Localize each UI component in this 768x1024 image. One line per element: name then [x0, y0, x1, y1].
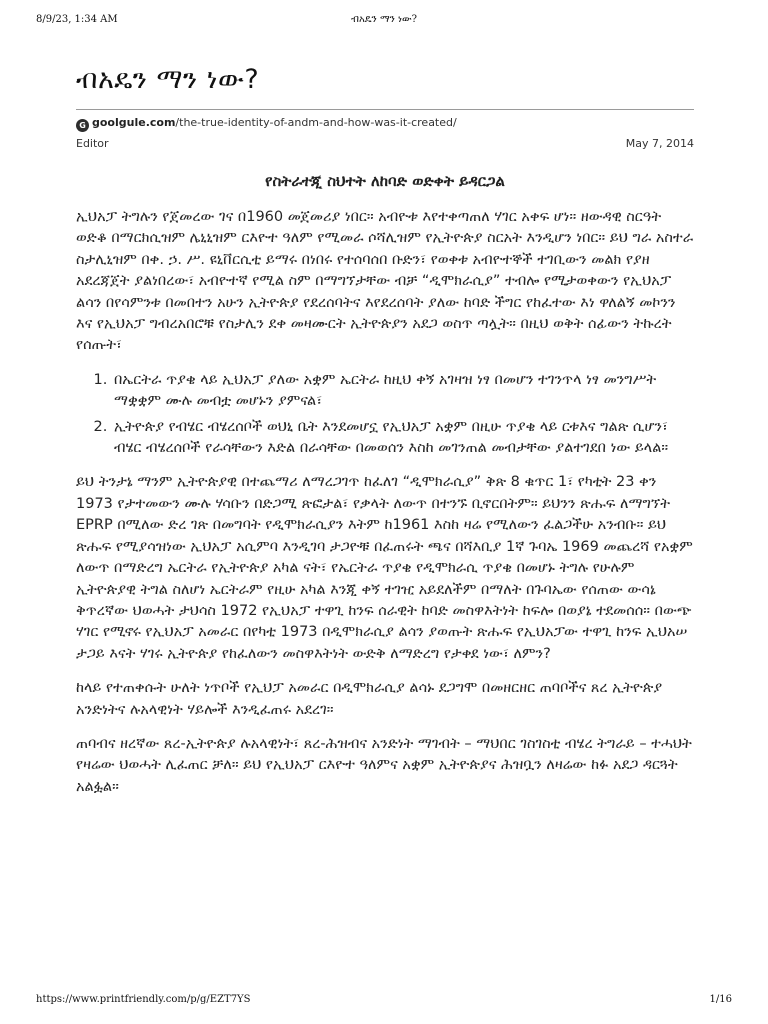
body-paragraph: ኢህአፓ ትግሉን የጀመረው ገና በ1960 መጀመሪያ ነበር። አብዮቱ እየተቀጣጠለ ሃገር አቀፍ ሆነ። ዘውዳዊ ስርዓት ወድቆ በማርክሲዝም ሌኒኒዝም ርእዮተ ዓለም የሚመራ ሶሻሊዝም የኢትዮጵያ ስርአት እንዲሆን ነበር። ይህ ግራ አስተራ ስታሊኒዝም በቀ. ኃ. ሥ. ዩኒቨርሲቲ ይማሩ በነበሩ የተሰባሰበ ቡድን፣ የወቀቱ አብዮተኞች ተገቢውን መልክ የያዘ አደረጃጀት ያልነበረው፣ አብዮተኛ የሚል ስም በማግኘታቸው ብቻ “ዲሞክራሲያ” ተብሎ የሚታወቀውን የኢህአፓ ልሳን በየሳምንቱ በመበተን አሁን ኢትዮጵያ የደረሰባትና እየደረሰባት ያለው ከባድ ችግር የከፈተው እነ ዋለልኝ መኮንን እና የኢህአፓ ግብረአበሮቹ የስታሊን ደቀ መዛሙርት ኢትዮጵያን አደጋ ወስጥ ጣሏት። በዚህ ወቅት ሰፊውን ትኩረት የሰጡት፣: [76, 209, 694, 354]
goolgule-logo-icon: G: [76, 119, 89, 132]
list-item: 2. ኢትዮጵያ የብሄር ብሄረሰቦች ወህኒ ቤት እንደመሆኗ የኢህአፓ አቋም በዚሁ ጥያቄ ላይ ርቱእና ግልጽ ሲሆን፣ ብሄር ብሄረሰቦች የራሳቸውን እድል በራሳቸው በመወሰን እስከ መገንጠል መብታቸው ያልተገደበ ነው ይላል።: [112, 417, 694, 460]
list-item: 1. በኤርትራ ጥያቄ ላይ ኢህአፓ ያለው አቋም ኤርትራ ከዚህ ቀኝ አገዛዝ ነፃ በመሆን ተገንጥላ ነፃ መንግሥት ማቋቋም ሙሉ መብቷ መሆኑን ያምናል፣: [112, 370, 694, 413]
source-path[interactable]: /the-true-identity-of-andm-and-how-was-it-created/: [175, 116, 457, 129]
article-subtitle: የስትራተጂ ስህተት ለከባድ ወድቀት ይዳርጋል: [265, 172, 505, 190]
source-domain[interactable]: goolgule.com: [92, 116, 176, 129]
numbered-list: [76, 370, 694, 460]
body-paragraph: ጠባብና ዘረኛው ጸረ-ኢትዮጵያ ሉአላዊነት፣ ጸረ-ሕዝብና አንድነት ማገብት – ማህበር ገስገስቲ ብሄረ ትግራይ – ተሓህት የዛሬው ህወሓት ሊፈጠር ቻለ። ይህ የኢህአፓ ርእዮተ ዓለምና አቋም ኢትዮጵያና ሕዝቧን ለዛሬው ከፉ አደጋ ዳርጓት አልፏል።: [76, 735, 692, 795]
print-header: [36, 14, 732, 28]
article-author: Editor: [76, 137, 109, 150]
body-paragraph: ይህ ትንታኔ ማንም ኢትዮጵያዊ በተጨማሪ ለማረጋገጥ ከፈለገ “ዲሞክራሲያ” ቅጽ 8 ቁጥር 1፣ የካቲት 23 ቀን 1973 የታተመውን ሙሉ ሃሳቡን በድጋሚ ጽፎታል፣ የቃላት ለውጥ በተንኙ ቢኖርበትም። ይህንን ጽሑፍ ለማግኘት EPRP በሚለው ድረ ገጽ በመግባት የዲሞክራሲያን እትም ከ1961 እስከ ዛሬ የሚለውን ፈልጋችሁ አንብቡ። ይህ ጽሑፍ የሚያሳዝነው ኢህአፓ አሲምባ እንዲገባ ታጋዮቹ በፈጠሩት ጫና በሻእቢያ 1ኛ ጉባኤ 1969 መጨረሻ የአቋም ለውጥ በማድረግ ኤርትራ የኢትዮጵያ አካል ናት፣ የኤርትራ ጥያቄ የዲሞክራሲ ጥያቄ በመሆኑ ትግሉ የሁሉም ኢትዮጵያዊ ትግል ስለሆነ ኤርትራም የዚሁ አካል እንጂ ቀኝ ተገዢ አይደለችም በማለት በጉባኤው የሰጠው ውሳኔ ቅጥረኛው ህወሓት ታህሳስ 1972 የኢህአፓ ተዋጊ ከንፍ ሰራዊት ከባድ መስዋእትነት ከፍሎ በወያኔ ተደመሰሰ። በውጭ ሃገር የሚኖሩ የኢህአፓ አመራር በየካቲ 1973 በዲሞክራሲያ ልሳን ያወጡት ጽሑፍ የኢህአፓው ተዋጊ ከንፍ ኢህአሠ ታጋይ እናት ሃገሩ ኢትዮጵያ የከፈለውን መስዋእትነት ውድቅ ለማድረግ የታቀደ ነው፣ ለምን?: [76, 474, 693, 662]
print-datetime: 8/9/23, 1:34 AM: [36, 14, 118, 25]
source-link[interactable]: [76, 116, 457, 132]
body-paragraph: ከላይ የተጠቀሱት ሁለት ነጥቦች የኢህፓ አመራር በዲሞክራሲያ ልሳኑ ደጋግሞ በመዘርዘር ጠባቦችና ጸረ ኢትዮጵያ አንድነትና ሉአላዊነት ሃይሎች እንዲፈጠሩ አደረገ።: [76, 680, 663, 718]
print-url[interactable]: https://www.printfriendly.com/p/g/EZT7YS: [36, 994, 251, 1005]
article-title: ብአዴን ማን ነው?: [76, 64, 260, 95]
print-page-title: ብአዴን ማን ነው?: [351, 14, 417, 25]
article-body: [76, 207, 694, 811]
title-divider: [76, 109, 694, 110]
article-date: May 7, 2014: [625, 137, 694, 150]
print-footer: [36, 994, 732, 1008]
page-number: 1/16: [709, 994, 732, 1005]
